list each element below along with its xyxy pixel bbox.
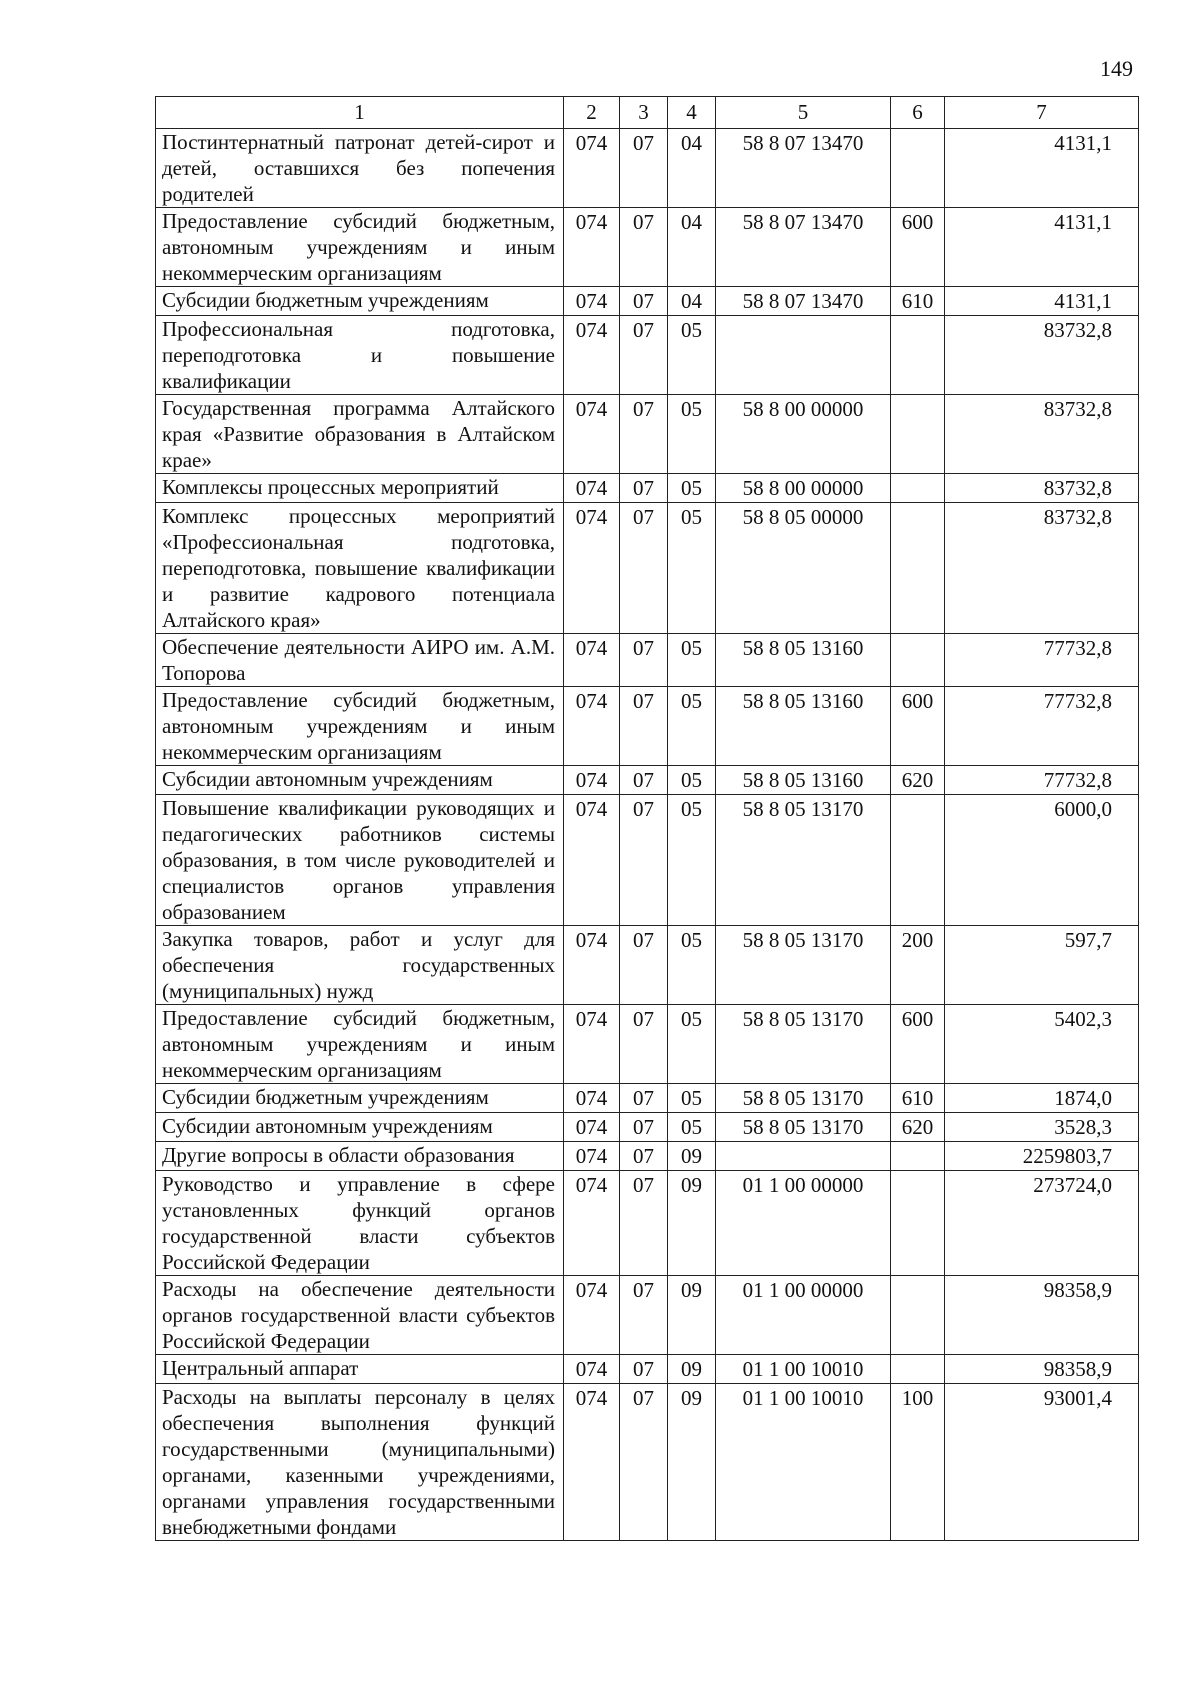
row-subsection: 09	[668, 1276, 716, 1355]
table-row	[156, 1384, 1139, 1541]
row-amount: 77732,8	[945, 687, 1139, 766]
row-expense-type: 200	[891, 926, 945, 1005]
row-ved: 074	[564, 926, 620, 1005]
row-target-article: 58 8 07 13470	[716, 287, 891, 316]
row-name: Субсидии автономным учреждениям	[156, 766, 564, 795]
row-section: 07	[620, 795, 668, 926]
row-expense-type	[891, 1276, 945, 1355]
row-section: 07	[620, 1084, 668, 1113]
row-section: 07	[620, 1355, 668, 1384]
header-row	[156, 97, 1139, 129]
row-section: 07	[620, 129, 668, 208]
row-target-article: 01 1 00 10010	[716, 1355, 891, 1384]
column-header: 1	[156, 97, 564, 129]
row-name: Центральный аппарат	[156, 1355, 564, 1384]
row-amount: 4131,1	[945, 287, 1139, 316]
row-amount: 98358,9	[945, 1355, 1139, 1384]
row-section: 07	[620, 395, 668, 474]
table-row	[156, 1142, 1139, 1171]
row-ved: 074	[564, 503, 620, 634]
row-name: Руководство и управление в сфере установленных функций органов государственной власти субъектов Российской Федерации	[156, 1171, 564, 1276]
table-row	[156, 926, 1139, 1005]
row-subsection: 05	[668, 1005, 716, 1084]
column-header: 2	[564, 97, 620, 129]
row-name: Предоставление субсидий бюджетным, автономным учреждениям и иным некоммерческим организациям	[156, 208, 564, 287]
row-name: Расходы на выплаты персоналу в целях обеспечения выполнения функций государственными (муниципальными) органами, казенными учреждениями, органами управления государственными внебюджетными фондами	[156, 1384, 564, 1541]
column-header: 6	[891, 97, 945, 129]
row-subsection: 05	[668, 926, 716, 1005]
table-row	[156, 1355, 1139, 1384]
row-subsection: 05	[668, 1113, 716, 1142]
row-name: Государственная программа Алтайского края «Развитие образования в Алтайском крае»	[156, 395, 564, 474]
row-section: 07	[620, 208, 668, 287]
row-section: 07	[620, 1005, 668, 1084]
row-target-article: 01 1 00 00000	[716, 1171, 891, 1276]
row-target-article: 58 8 05 13160	[716, 687, 891, 766]
row-subsection: 04	[668, 287, 716, 316]
row-name: Комплексы процессных мероприятий	[156, 474, 564, 503]
row-section: 07	[620, 474, 668, 503]
row-section: 07	[620, 1384, 668, 1541]
row-expense-type	[891, 1355, 945, 1384]
table-row	[156, 503, 1139, 634]
row-target-article: 58 8 07 13470	[716, 208, 891, 287]
row-subsection: 05	[668, 795, 716, 926]
table-row	[156, 287, 1139, 316]
table-row	[156, 129, 1139, 208]
row-ved: 074	[564, 1355, 620, 1384]
table-row	[156, 1113, 1139, 1142]
row-expense-type	[891, 795, 945, 926]
row-target-article: 58 8 05 00000	[716, 503, 891, 634]
row-section: 07	[620, 1171, 668, 1276]
row-name: Повышение квалификации руководящих и педагогических работников системы образования, в том числе руководителей и специалистов органов управления образованием	[156, 795, 564, 926]
row-name: Обеспечение деятельности АИРО им. А.М. Топорова	[156, 634, 564, 687]
row-name: Субсидии автономным учреждениям	[156, 1113, 564, 1142]
row-ved: 074	[564, 208, 620, 287]
row-section: 07	[620, 926, 668, 1005]
row-expense-type: 620	[891, 766, 945, 795]
table-row	[156, 795, 1139, 926]
row-ved: 074	[564, 634, 620, 687]
row-target-article: 01 1 00 00000	[716, 1276, 891, 1355]
row-ved: 074	[564, 1384, 620, 1541]
row-amount: 273724,0	[945, 1171, 1139, 1276]
row-amount: 2259803,7	[945, 1142, 1139, 1171]
table-row	[156, 1276, 1139, 1355]
table-row	[156, 474, 1139, 503]
row-expense-type	[891, 316, 945, 395]
row-ved: 074	[564, 795, 620, 926]
row-section: 07	[620, 1142, 668, 1171]
table-row	[156, 208, 1139, 287]
row-subsection: 05	[668, 503, 716, 634]
row-amount: 83732,8	[945, 474, 1139, 503]
row-name: Профессиональная подготовка, переподготовка и повышение квалификации	[156, 316, 564, 395]
row-expense-type	[891, 129, 945, 208]
row-section: 07	[620, 503, 668, 634]
row-subsection: 05	[668, 1084, 716, 1113]
row-amount: 83732,8	[945, 395, 1139, 474]
row-target-article: 58 8 05 13160	[716, 766, 891, 795]
row-subsection: 05	[668, 316, 716, 395]
row-amount: 93001,4	[945, 1384, 1139, 1541]
row-expense-type: 600	[891, 208, 945, 287]
row-name: Субсидии бюджетным учреждениям	[156, 1084, 564, 1113]
row-section: 07	[620, 766, 668, 795]
row-name: Постинтернатный патронат детей-сирот и детей, оставшихся без попечения родителей	[156, 129, 564, 208]
row-expense-type	[891, 395, 945, 474]
row-amount: 4131,1	[945, 208, 1139, 287]
table-row	[156, 1005, 1139, 1084]
row-amount: 4131,1	[945, 129, 1139, 208]
row-amount: 6000,0	[945, 795, 1139, 926]
row-name: Комплекс процессных мероприятий «Профессиональная подготовка, переподготовка, повышение квалификации и развитие кадрового потенциала Алтайского края»	[156, 503, 564, 634]
row-name: Субсидии бюджетным учреждениям	[156, 287, 564, 316]
row-target-article	[716, 1142, 891, 1171]
row-subsection: 09	[668, 1142, 716, 1171]
row-ved: 074	[564, 1005, 620, 1084]
row-target-article: 58 8 00 00000	[716, 474, 891, 503]
row-subsection: 09	[668, 1171, 716, 1276]
row-expense-type	[891, 474, 945, 503]
row-target-article: 01 1 00 10010	[716, 1384, 891, 1541]
row-amount: 98358,9	[945, 1276, 1139, 1355]
row-expense-type	[891, 1171, 945, 1276]
row-target-article: 58 8 05 13160	[716, 634, 891, 687]
row-ved: 074	[564, 766, 620, 795]
column-header: 3	[620, 97, 668, 129]
row-ved: 074	[564, 316, 620, 395]
row-expense-type: 620	[891, 1113, 945, 1142]
row-target-article: 58 8 05 13170	[716, 1113, 891, 1142]
row-ved: 074	[564, 1276, 620, 1355]
row-expense-type: 610	[891, 1084, 945, 1113]
row-section: 07	[620, 1113, 668, 1142]
row-amount: 77732,8	[945, 766, 1139, 795]
row-target-article	[716, 316, 891, 395]
row-amount: 5402,3	[945, 1005, 1139, 1084]
row-subsection: 04	[668, 129, 716, 208]
row-subsection: 05	[668, 687, 716, 766]
row-name: Другие вопросы в области образования	[156, 1142, 564, 1171]
row-ved: 074	[564, 1171, 620, 1276]
table-row	[156, 316, 1139, 395]
table-row	[156, 395, 1139, 474]
row-target-article: 58 8 05 13170	[716, 1084, 891, 1113]
row-amount: 77732,8	[945, 634, 1139, 687]
row-name: Закупка товаров, работ и услуг для обеспечения государственных (муниципальных) нужд	[156, 926, 564, 1005]
row-ved: 074	[564, 287, 620, 316]
row-expense-type: 100	[891, 1384, 945, 1541]
row-ved: 074	[564, 1142, 620, 1171]
row-subsection: 09	[668, 1384, 716, 1541]
row-amount: 83732,8	[945, 316, 1139, 395]
row-ved: 074	[564, 129, 620, 208]
column-header: 4	[668, 97, 716, 129]
row-expense-type: 600	[891, 1005, 945, 1084]
row-subsection: 05	[668, 474, 716, 503]
row-ved: 074	[564, 687, 620, 766]
row-ved: 074	[564, 1084, 620, 1113]
row-expense-type: 600	[891, 687, 945, 766]
column-header: 5	[716, 97, 891, 129]
column-header: 7	[945, 97, 1139, 129]
row-amount: 1874,0	[945, 1084, 1139, 1113]
row-target-article: 58 8 07 13470	[716, 129, 891, 208]
row-section: 07	[620, 1276, 668, 1355]
row-section: 07	[620, 634, 668, 687]
row-ved: 074	[564, 395, 620, 474]
row-amount: 597,7	[945, 926, 1139, 1005]
budget-table	[155, 96, 1139, 1541]
row-subsection: 04	[668, 208, 716, 287]
row-expense-type	[891, 503, 945, 634]
table-row	[156, 766, 1139, 795]
row-target-article: 58 8 05 13170	[716, 1005, 891, 1084]
table-row	[156, 1084, 1139, 1113]
row-subsection: 05	[668, 634, 716, 687]
row-name: Предоставление субсидий бюджетным, автономным учреждениям и иным некоммерческим организациям	[156, 1005, 564, 1084]
row-name: Предоставление субсидий бюджетным, автономным учреждениям и иным некоммерческим организациям	[156, 687, 564, 766]
table-row	[156, 1171, 1139, 1276]
row-amount: 83732,8	[945, 503, 1139, 634]
table-row	[156, 687, 1139, 766]
row-subsection: 05	[668, 766, 716, 795]
row-target-article: 58 8 05 13170	[716, 926, 891, 1005]
row-name: Расходы на обеспечение деятельности органов государственной власти субъектов Российской Федерации	[156, 1276, 564, 1355]
row-ved: 074	[564, 474, 620, 503]
row-expense-type: 610	[891, 287, 945, 316]
row-section: 07	[620, 687, 668, 766]
row-target-article: 58 8 00 00000	[716, 395, 891, 474]
table-row	[156, 634, 1139, 687]
row-target-article: 58 8 05 13170	[716, 795, 891, 926]
row-expense-type	[891, 634, 945, 687]
row-subsection: 05	[668, 395, 716, 474]
page-number: 149	[1100, 56, 1133, 81]
row-ved: 074	[564, 1113, 620, 1142]
row-section: 07	[620, 287, 668, 316]
row-amount: 3528,3	[945, 1113, 1139, 1142]
row-expense-type	[891, 1142, 945, 1171]
row-subsection: 09	[668, 1355, 716, 1384]
row-section: 07	[620, 316, 668, 395]
